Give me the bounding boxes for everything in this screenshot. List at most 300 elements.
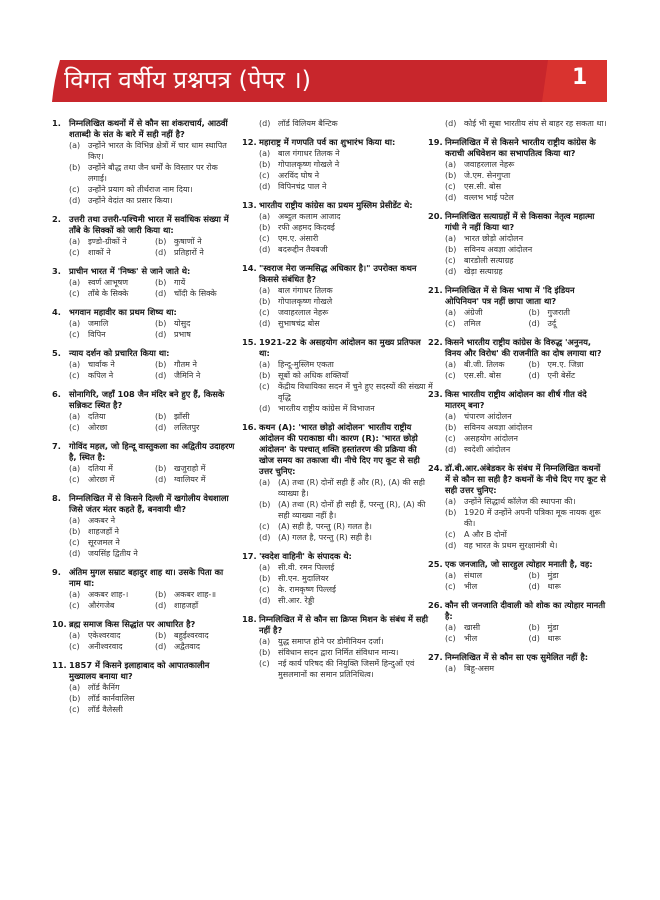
option-text: मुंडा [547,571,559,580]
option-letter: (c) [259,522,270,531]
answer-option [259,318,434,329]
answer-option [445,422,608,433]
option-list [52,277,237,299]
option-letter: (a) [259,149,271,158]
option-text: रफी अहमद किदवई [278,223,335,232]
option-letter: (d) [155,248,167,257]
question-text: डॉ.बी.आर.अंबेडकर के संबंध में निम्नलिखित कथनों में से कौन सा सही है? कथनों के नीचे दिए गए कूट से सही उत्तर चुनिए: [445,463,606,495]
answer-option [69,236,151,247]
question-stem [52,307,237,318]
option-text: गोपालकृष्ण गोखले ने [278,160,340,169]
answer-option [69,548,237,559]
option-letter: (c) [69,642,80,651]
option-list [242,359,434,414]
option-text: उन्होंने बौद्ध तथा जैन धर्मों के विस्तार पर रोक लगाई। [88,163,218,183]
option-letter: (c) [69,423,80,432]
answer-option [155,236,237,247]
question-number: 5. [52,348,61,358]
question-number: 7. [52,441,61,451]
option-letter: (d) [528,634,540,643]
page-banner [52,60,607,102]
answer-option [445,433,608,444]
question-stem [242,137,434,148]
option-text: स्वर्ण आभूषण [88,278,129,287]
option-text: थारू [547,582,561,591]
answer-option [69,422,151,433]
option-letter: (b) [155,464,167,473]
option-list [428,496,608,551]
option-list [428,118,608,129]
option-letter: (a) [259,212,271,221]
option-letter: (b) [445,423,457,432]
option-text: (A) तथा (R) दोनों ही सही हैं, परन्तु (R), (A) की सही व्याख्या नहीं है। [278,500,426,520]
question-text: किसने भारतीय राष्ट्रीय कांग्रेस के विरुद्ध 'अनुनय, विनय और विरोध' की राजनीति का दोष लगाया था? [445,337,602,358]
option-letter: (d) [155,330,167,339]
question-text: प्राचीन भारत में 'निष्क' से जाने जाते थे: [69,266,191,276]
option-letter: (b) [445,245,457,254]
question-text: निम्नलिखित कथनों में से कौन सा शंकराचार्य, आठवीं शताब्दी के संत के बारे में सही नहीं है? [69,118,228,139]
question-text: 'स्वदेश वाहिनी' के संपादक थे: [259,551,352,561]
question-text: एक जनजाति, जो सारहुल त्योहार मनाती है, वह: [445,559,593,569]
question-number: 4. [52,307,61,317]
option-text: खेड़ा सत्याग्रह [464,267,503,276]
question-stem [52,214,237,236]
answer-option [69,370,151,381]
option-letter: (c) [69,330,80,339]
option-letter: (b) [155,237,167,246]
option-text: उर्दू [547,319,557,328]
option-letter: (c) [259,308,270,317]
question [428,337,608,381]
option-text: अब्दुल कलाम आजाद [278,212,341,221]
option-list [242,285,434,329]
answer-option [259,521,434,532]
option-letter: (b) [259,500,271,509]
answer-option [69,359,151,370]
question [242,200,434,255]
answer-option [155,277,237,288]
question-text: 1921-22 के असहयोग आंदोलन का मुख्य प्रतिफल था: [259,337,421,358]
answer-option [445,633,525,644]
question [242,263,434,329]
option-letter: (a) [259,360,271,369]
option-text: ताँबे के सिक्के [88,289,129,298]
option-text: बी.जी. तिलक [464,360,505,369]
option-text: योसुद [174,319,191,328]
question-number: 15. [242,337,257,347]
option-letter: (c) [445,434,456,443]
option-letter: (a) [445,234,457,243]
option-list [242,211,434,255]
question-text: निम्नलिखित में से कौन सा एक सुमेलित नहीं है: [445,652,589,662]
option-letter: (b) [155,319,167,328]
option-letter: (c) [69,475,80,484]
option-letter: (a) [445,360,457,369]
option-letter: (d) [259,319,271,328]
answer-option [445,411,608,422]
option-text: नई कार्य परिषद की नियुक्ति जिसमें हिन्दुओं एवं मुसलमानों का समान प्रतिनिधित्व। [278,659,415,679]
option-text: अद्वैतवाद [174,642,201,651]
answer-option [445,159,608,170]
option-text: सूरजमल ने [88,538,120,547]
option-text: संथाल [464,571,483,580]
option-letter: (b) [155,631,167,640]
option-letter: (d) [259,596,271,605]
option-text: शाहजहाँ ने [88,527,119,536]
answer-option [69,630,151,641]
option-letter: (c) [445,319,456,328]
option-list [428,307,608,329]
option-letter: (d) [155,601,167,610]
answer-option [445,255,608,266]
option-letter: (d) [155,642,167,651]
option-list [52,236,237,258]
answer-option [69,474,151,485]
question [52,266,237,299]
question [52,389,237,433]
option-letter: (b) [528,623,540,632]
question-stem [428,211,608,233]
option-text: (A) तथा (R) दोनों सही हैं और (R), (A) की सही व्याख्या है। [278,478,425,498]
option-letter: (d) [259,245,271,254]
question-stem [428,463,608,496]
answer-option [69,247,151,258]
option-letter: (d) [155,289,167,298]
question [52,567,237,611]
option-text: शाकों ने [88,248,111,257]
answer-option [529,622,609,633]
question [52,214,237,258]
option-letter: (d) [259,182,271,191]
option-list [52,359,237,381]
option-text: उन्होंने भारत के विभिन्न क्षेत्रों में चार धाम स्थापित किए। [88,141,227,161]
question-text: कथन (A): 'भारत छोड़ो आंदोलन' भारतीय राष्ट्रीय आंदोलन की पराकाष्ठा थी। कारण (R): 'भारत छोड़ो आंदोलन' के पश्चात् शक्ति हस्तांतरण की प्रक्रिया की खोज समय का तकाजा थी। नीचे दिए गए कूट से सही उत्तर चुनिए: [259,422,420,476]
option-text: सूबों को अधिक शक्तियाँ [278,371,349,380]
option-text: एस.सी. बोस [464,182,501,191]
option-letter: (d) [445,193,457,202]
answer-option [69,184,237,195]
option-text: अकबर ने [88,516,116,525]
question-number: 21. [428,285,443,295]
answer-option [445,370,525,381]
option-text: स्वदेशी आंदोलन [464,445,511,454]
answer-option [259,381,434,403]
option-text: विपिन [88,330,106,339]
answer-option [445,529,608,540]
option-list [428,622,608,644]
answer-option [155,600,237,611]
option-text: चंपारण आंदोलन [464,412,512,421]
option-letter: (d) [445,541,457,550]
question-number: 22. [428,337,443,347]
question [52,307,237,340]
option-text: अंग्रेजी [464,308,483,317]
question-text: न्याय दर्शन को प्रचारित किया था: [69,348,170,358]
option-letter: (d) [155,423,167,432]
question-stem [428,137,608,159]
answer-option [445,318,525,329]
option-letter: (a) [69,516,81,525]
option-text: जैमिनि ने [174,371,201,380]
option-text: उन्होंने सिद्धार्थ कॉलेज की स्थापना की। [464,497,576,506]
option-letter: (b) [155,278,167,287]
option-text: असहयोग आंदोलन [464,434,518,443]
option-text: भारत छोड़ो आंदोलन [464,234,524,243]
option-letter: (d) [69,549,81,558]
option-text: 1920 में उन्होंने अपनी पत्रिका मूक नायक शुरू की। [464,508,601,528]
column-right [428,118,608,682]
option-letter: (b) [445,171,457,180]
question-stem [428,285,608,307]
option-letter: (b) [528,308,540,317]
option-text: अकबर शाह-। [88,590,129,599]
answer-option [155,422,237,433]
question-text: अंतिम मुगल सम्राट बहादुर शाह था। उसके पिता का नाम था: [69,567,224,588]
answer-option [445,192,608,203]
option-text: बारडोली सत्याग्रह [464,256,514,265]
answer-option [445,359,525,370]
option-text: कोई भी सूबा भारतीय संघ से बाहर रह सकता था। [464,119,607,128]
answer-option [529,307,609,318]
option-list [52,515,237,559]
option-text: खजुराहो में [174,464,206,473]
option-letter: (a) [445,412,457,421]
option-letter: (a) [69,464,81,473]
option-letter: (a) [69,360,81,369]
question [242,137,434,192]
answer-option [155,329,237,340]
option-letter: (c) [69,248,80,257]
option-letter: (a) [69,590,81,599]
option-text: के. रामकृष्ण पिल्लई [278,585,336,594]
option-letter: (d) [445,445,457,454]
option-text: चार्वाक ने [88,360,115,369]
column-left [52,118,237,723]
question-text: उत्तरी तथा उत्तरी-पश्चिमी भारत में सर्वाधिक संख्या में ताँबे के सिक्कों को जारी किया था: [69,214,229,235]
option-letter: (a) [259,637,271,646]
option-letter: (a) [69,412,81,421]
question-text: निम्नलिखित सत्याग्रहों में से किसका नेतृत्व महात्मा गांधी ने नहीं किया था? [445,211,595,232]
answer-option [259,477,434,499]
question [242,551,434,606]
option-letter: (b) [69,694,81,703]
answer-option [445,170,608,181]
option-list [428,159,608,203]
answer-option [259,584,434,595]
question-number: 27. [428,652,443,662]
option-text: अकबर शाह-॥ [174,590,217,599]
answer-option [529,633,609,644]
answer-option [69,288,151,299]
page-title: विगत वर्षीय प्रश्नपत्र (पेपर ।) [64,66,312,94]
option-list [52,682,237,715]
option-list [52,463,237,485]
option-text: प्रतिहारों ने [174,248,204,257]
question-number: 3. [52,266,61,276]
option-letter: (c) [259,171,270,180]
answer-option [259,307,434,318]
question-number: 24. [428,463,443,473]
answer-option [529,370,609,381]
option-letter: (d) [259,119,271,128]
option-text: (A) गलत है, परन्तु (R) सही है। [278,533,372,542]
option-text: सविनय अवज्ञा आंदोलन [464,245,533,254]
option-text: ललितपुर [174,423,200,432]
question-stem [52,619,237,630]
option-text: दतिया [88,412,106,421]
option-text: अनीश्वरवाद [88,642,123,651]
option-letter: (c) [69,538,80,547]
option-letter: (a) [69,237,81,246]
option-letter: (b) [259,371,271,380]
option-letter: (d) [528,371,540,380]
option-letter: (d) [69,196,81,205]
answer-option [69,195,237,206]
option-text: खासी [464,623,481,632]
option-letter: (b) [445,508,457,517]
option-text: हिन्दू-मुस्लिम एकता [278,360,334,369]
option-text: एम.ए. जिन्ना [547,360,584,369]
option-text: लॉर्ड वैलेस्ली [88,705,123,714]
option-letter: (c) [69,705,80,714]
option-text: लॉर्ड कैनिंग [88,683,120,692]
question [242,422,434,543]
answer-option [259,573,434,584]
option-letter: (c) [69,601,80,610]
question-stem [52,567,237,589]
option-list [242,562,434,606]
question [52,348,237,381]
answer-option [445,570,525,581]
question-number: 12. [242,137,257,147]
question-number: 14. [242,263,257,273]
answer-option [259,222,434,233]
question-text: निम्नलिखित में से कौन सा क्रिप्स मिशन के संबंध में सही नहीं है? [259,614,428,635]
option-letter: (c) [445,371,456,380]
answer-option [259,636,434,647]
option-text: बाल गंगाधर तिलक ने [278,149,340,158]
question-number: 25. [428,559,443,569]
answer-option [529,581,609,592]
option-text: बदरूद्दीन तैयबजी [278,245,328,254]
answer-option [69,140,237,162]
question-stem [428,559,608,570]
question-number: 16. [242,422,257,432]
option-list [52,140,237,206]
option-letter: (a) [445,308,457,317]
question-number: 6. [52,389,61,399]
option-text: एम.ए. अंसारी [278,234,319,243]
answer-option [69,641,151,652]
option-letter: (a) [259,478,271,487]
option-letter: (c) [259,585,270,594]
answer-option [69,526,237,537]
answer-option [445,266,608,277]
answer-option [155,463,237,474]
question-stem [242,200,434,211]
option-text: जमालि [88,319,109,328]
option-letter: (c) [445,256,456,265]
option-text: मुंडा [547,623,559,632]
option-letter: (a) [259,286,271,295]
option-letter: (b) [259,297,271,306]
answer-option [69,693,237,704]
question [428,137,608,203]
question [428,389,608,455]
option-text: लॉर्ड विलियम बैन्टिक [278,119,338,128]
option-text: इण्डो-ग्रीकों ने [88,237,127,246]
answer-option [155,630,237,641]
question-number: 20. [428,211,443,221]
option-letter: (b) [155,360,167,369]
option-letter: (d) [445,119,457,128]
question-stem [242,337,434,359]
option-text: सी.एन. मुदालियर [278,574,329,583]
answer-option [259,148,434,159]
option-letter: (c) [69,185,80,194]
answer-option [259,403,434,414]
option-letter: (b) [528,571,540,580]
question [428,652,608,674]
option-text: गुजराती [547,308,570,317]
question [52,660,237,715]
option-letter: (b) [259,574,271,583]
option-text: बिहू-असम [464,664,495,673]
option-text: जवाहरलाल नेहरू [464,160,515,169]
answer-option [259,370,434,381]
question-text: किस भारतीय राष्ट्रीय आंदोलन का शीर्ष गीत वंदे मातरम् बना? [445,389,587,410]
option-list [52,630,237,652]
option-list [428,570,608,592]
option-text: झाँसी [174,412,190,421]
column-middle [242,118,434,688]
option-letter: (b) [155,412,167,421]
option-text: अरविंद घोष ने [278,171,320,180]
question-number: 2. [52,214,61,224]
option-list [428,663,608,674]
option-letter: (a) [445,571,457,580]
answer-option [259,562,434,573]
option-list [428,233,608,277]
option-text: ग्वालियर में [174,475,206,484]
option-letter: (c) [69,289,80,298]
answer-option [445,118,608,129]
answer-option [69,411,151,422]
option-text: जे.एम. सेनगुप्ता [464,171,511,180]
answer-option [259,658,434,680]
question-number: 10. [52,619,67,629]
option-letter: (b) [259,648,271,657]
answer-option [259,181,434,192]
answer-option [69,318,151,329]
option-letter: (c) [445,634,456,643]
question [428,463,608,551]
answer-option [259,499,434,521]
question-stem [52,389,237,411]
question-number: 8. [52,493,61,503]
answer-option [259,532,434,543]
option-text: ओरछा में [88,475,115,484]
option-text: बाल गंगाधर तिलक [278,286,333,295]
option-letter: (d) [259,533,271,542]
option-letter: (c) [445,582,456,591]
question-text: "स्वराज मेरा जन्मसिद्ध अधिकार है।" उपरोक्त कथन किससे संबंधित है? [259,263,417,284]
option-text: कपिल ने [88,371,114,380]
option-text: भारतीय राष्ट्रीय कांग्रेस में विभाजन [278,404,375,413]
option-letter: (a) [69,319,81,328]
answer-option [445,663,608,674]
option-list [52,318,237,340]
